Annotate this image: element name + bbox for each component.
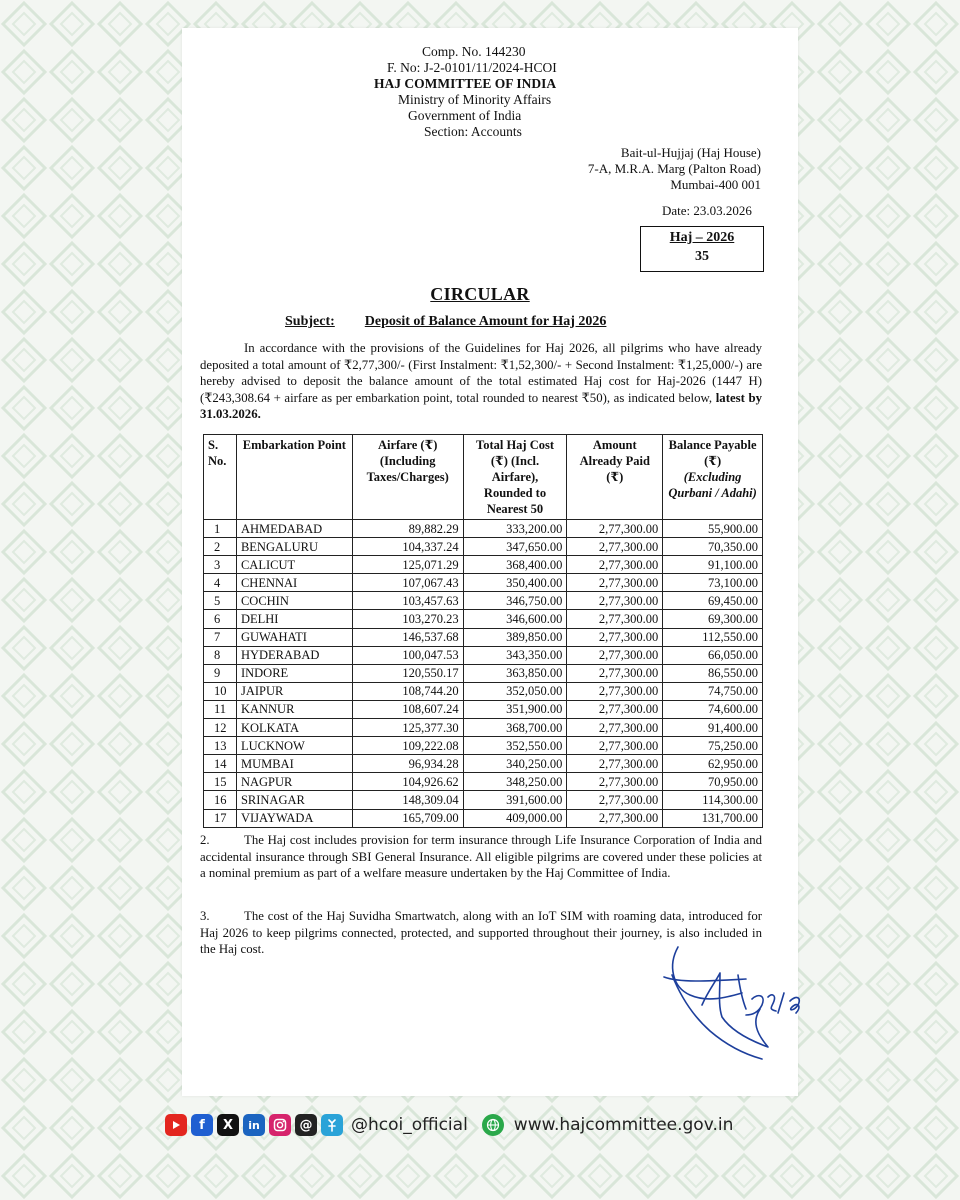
table-row	[204, 719, 763, 737]
cell-sno: 1	[204, 520, 237, 538]
cell-paid: 2,77,300.00	[567, 737, 663, 755]
cell-airfare: 104,926.62	[352, 773, 463, 791]
cell-total: 343,350.00	[463, 646, 567, 664]
cell-total: 346,750.00	[463, 592, 567, 610]
table-row	[204, 700, 763, 718]
cell-total: 368,700.00	[463, 719, 567, 737]
cell-point: MUMBAI	[236, 755, 352, 773]
cell-paid: 2,77,300.00	[567, 538, 663, 556]
cell-airfare: 89,882.29	[352, 520, 463, 538]
address-line: 7-A, M.R.A. Marg (Palton Road)	[587, 161, 761, 176]
table-row	[204, 791, 763, 809]
cell-paid: 2,77,300.00	[567, 520, 663, 538]
cell-balance: 70,950.00	[663, 773, 763, 791]
ministry-name: Ministry of Minority Affairs	[398, 92, 552, 107]
cell-sno: 15	[204, 773, 237, 791]
koo-icon[interactable]	[321, 1114, 343, 1136]
cell-sno: 5	[204, 592, 237, 610]
table-header-row	[204, 435, 763, 520]
cell-sno: 6	[204, 610, 237, 628]
cell-airfare: 107,067.43	[352, 574, 463, 592]
cell-balance: 91,100.00	[663, 556, 763, 574]
paragraph-1-text: In accordance with the provisions of the Guidelines for Haj 2026, all pilgrims who have already deposited a total amount of ₹2,77,300/- (First Instalment: ₹1,52,300/- + Second Instalment: ₹1,25,000/-) are hereby advised to deposit the balance amount of the total estimated Haj cost for Haj-2026 (1447 H) (₹243,308.64 + airfare as per embarkation point, total rounded to nearest ₹50), as indicated below,	[200, 341, 762, 405]
cell-total: 350,400.00	[463, 574, 567, 592]
cell-sno: 14	[204, 755, 237, 773]
cell-balance: 114,300.00	[663, 791, 763, 809]
section-name: Section: Accounts	[424, 124, 522, 139]
cell-airfare: 109,222.08	[352, 737, 463, 755]
cell-balance: 70,350.00	[663, 538, 763, 556]
cell-paid: 2,77,300.00	[567, 664, 663, 682]
cell-balance: 75,250.00	[663, 737, 763, 755]
table-row	[204, 773, 763, 791]
cell-point: COCHIN	[236, 592, 352, 610]
cell-sno: 9	[204, 664, 237, 682]
threads-icon[interactable]: @	[295, 1114, 317, 1136]
cell-balance: 112,550.00	[663, 628, 763, 646]
cell-balance: 74,750.00	[663, 682, 763, 700]
letterhead	[360, 44, 557, 140]
table-row	[204, 737, 763, 755]
cell-sno: 13	[204, 737, 237, 755]
circular-box-number: 35	[695, 249, 709, 264]
cell-airfare: 148,309.04	[352, 791, 463, 809]
cell-airfare: 165,709.00	[352, 809, 463, 827]
table-row	[204, 592, 763, 610]
cell-airfare: 100,047.53	[352, 646, 463, 664]
cell-paid: 2,77,300.00	[567, 755, 663, 773]
instagram-icon[interactable]	[269, 1114, 291, 1136]
cell-paid: 2,77,300.00	[567, 592, 663, 610]
cell-sno: 12	[204, 719, 237, 737]
cell-total: 368,400.00	[463, 556, 567, 574]
cell-total: 346,600.00	[463, 610, 567, 628]
subject-text: Deposit of Balance Amount for Haj 2026	[364, 314, 607, 329]
cell-paid: 2,77,300.00	[567, 773, 663, 791]
cell-point: NAGPUR	[236, 773, 352, 791]
col-header-sno: S. No.	[204, 435, 237, 520]
circular-date: Date: 23.03.2026	[662, 203, 752, 218]
cell-point: JAIPUR	[236, 682, 352, 700]
cell-point: INDORE	[236, 664, 352, 682]
cell-balance: 91,400.00	[663, 719, 763, 737]
cell-balance: 69,300.00	[663, 610, 763, 628]
cell-sno: 4	[204, 574, 237, 592]
address-line: Mumbai-400 001	[670, 177, 761, 192]
table-row	[204, 574, 763, 592]
cell-total: 347,650.00	[463, 538, 567, 556]
cell-balance: 66,050.00	[663, 646, 763, 664]
cell-point: CHENNAI	[236, 574, 352, 592]
cell-total: 352,050.00	[463, 682, 567, 700]
cell-sno: 8	[204, 646, 237, 664]
balance-header-main: Balance Payable (₹)	[668, 438, 757, 468]
facebook-icon[interactable]: f	[191, 1114, 213, 1136]
col-header-paid: Amount Already Paid (₹)	[567, 435, 663, 520]
circular-box-title: Haj – 2026	[669, 230, 735, 245]
balance-table	[203, 434, 763, 828]
cell-point: DELHI	[236, 610, 352, 628]
cell-balance: 69,450.00	[663, 592, 763, 610]
circular-number-box	[640, 226, 764, 272]
website-link[interactable]: www.hajcommittee.gov.in	[513, 1115, 734, 1135]
address-block	[588, 145, 761, 193]
table-row	[204, 628, 763, 646]
paragraph-2-number: 2.	[200, 833, 210, 847]
cell-airfare: 103,270.23	[352, 610, 463, 628]
paragraph-2-text: The Haj cost includes provision for term insurance through Life Insurance Corporation of India and accidental insurance through SBI General Insurance. All eligible pilgrims are covered under these policies at a nominal premium as part of a welfare measure undertaken by the Haj Committee of India.	[200, 833, 762, 880]
paragraph-1	[200, 340, 762, 423]
cell-airfare: 125,377.30	[352, 719, 463, 737]
org-name: HAJ COMMITTEE OF INDIA	[374, 76, 557, 91]
cell-paid: 2,77,300.00	[567, 719, 663, 737]
subject-label: Subject:	[285, 314, 335, 329]
cell-paid: 2,77,300.00	[567, 809, 663, 827]
comp-number: Comp. No. 144230	[422, 44, 526, 59]
cell-paid: 2,77,300.00	[567, 791, 663, 809]
deadline-text: latest by 31.03.2026.	[200, 390, 762, 421]
cell-airfare: 108,607.24	[352, 700, 463, 718]
cell-point: KOLKATA	[236, 719, 352, 737]
cell-paid: 2,77,300.00	[567, 700, 663, 718]
cell-sno: 16	[204, 791, 237, 809]
cell-point: BENGALURU	[236, 538, 352, 556]
cell-airfare: 96,934.28	[352, 755, 463, 773]
table-body	[204, 520, 763, 828]
table-row	[204, 556, 763, 574]
cell-point: KANNUR	[236, 700, 352, 718]
table-row	[204, 664, 763, 682]
file-number: F. No: J-2-0101/11/2024-HCOI	[387, 60, 557, 75]
table-row	[204, 755, 763, 773]
cell-point: GUWAHATI	[236, 628, 352, 646]
cell-sno: 7	[204, 628, 237, 646]
social-handle[interactable]: @hcoi_official	[351, 1115, 468, 1135]
cell-balance: 73,100.00	[663, 574, 763, 592]
table-row	[204, 809, 763, 827]
cell-airfare: 104,337.24	[352, 538, 463, 556]
table-row	[204, 520, 763, 538]
table-row	[204, 682, 763, 700]
cell-point: AHMEDABAD	[236, 520, 352, 538]
cell-point: LUCKNOW	[236, 737, 352, 755]
cell-point: SRINAGAR	[236, 791, 352, 809]
x-icon[interactable]: X	[217, 1114, 239, 1136]
circular-title: CIRCULAR	[430, 284, 530, 304]
cell-point: VIJAYWADA	[236, 809, 352, 827]
cell-balance: 131,700.00	[663, 809, 763, 827]
cell-airfare: 125,071.29	[352, 556, 463, 574]
cell-sno: 3	[204, 556, 237, 574]
cell-paid: 2,77,300.00	[567, 646, 663, 664]
balance-header-note: (Excluding Qurbani / Adahi)	[668, 470, 757, 500]
cell-total: 409,000.00	[463, 809, 567, 827]
cell-point: HYDERABAD	[236, 646, 352, 664]
cell-sno: 17	[204, 809, 237, 827]
paragraph-3-number: 3.	[200, 909, 210, 923]
paragraph-3-text: The cost of the Haj Suvidha Smartwatch, along with an IoT SIM with roaming data, introduced for Haj 2026 to keep pilgrims connected, protected, and supported throughout their journey, is also included in the Haj cost.	[200, 909, 762, 956]
col-header-balance	[663, 435, 763, 520]
youtube-icon[interactable]	[165, 1114, 187, 1136]
cell-total: 352,550.00	[463, 737, 567, 755]
table-row	[204, 646, 763, 664]
cell-total: 348,250.00	[463, 773, 567, 791]
footer-bar	[165, 1110, 733, 1140]
col-header-point: Embarkation Point	[236, 435, 352, 520]
cell-paid: 2,77,300.00	[567, 574, 663, 592]
paragraph-2	[200, 832, 762, 882]
cell-airfare: 120,550.17	[352, 664, 463, 682]
cell-airfare: 146,537.68	[352, 628, 463, 646]
cell-total: 333,200.00	[463, 520, 567, 538]
col-header-airfare: Airfare (₹) (Including Taxes/Charges)	[352, 435, 463, 520]
col-header-total: Total Haj Cost (₹) (Incl. Airfare), Rounded to Nearest 50	[463, 435, 567, 520]
cell-total: 363,850.00	[463, 664, 567, 682]
cell-sno: 10	[204, 682, 237, 700]
linkedin-icon[interactable]: in	[243, 1114, 265, 1136]
cell-airfare: 108,744.20	[352, 682, 463, 700]
table-row	[204, 610, 763, 628]
government-name: Government of India	[408, 108, 522, 123]
subject-line	[285, 314, 606, 330]
table-row	[204, 538, 763, 556]
cell-sno: 2	[204, 538, 237, 556]
address-line: Bait-ul-Hujjaj (Haj House)	[620, 145, 761, 160]
cell-balance: 86,550.00	[663, 664, 763, 682]
cell-total: 389,850.00	[463, 628, 567, 646]
cell-point: CALICUT	[236, 556, 352, 574]
globe-icon	[482, 1114, 504, 1136]
cell-airfare: 103,457.63	[352, 592, 463, 610]
cell-total: 340,250.00	[463, 755, 567, 773]
cell-paid: 2,77,300.00	[567, 628, 663, 646]
cell-total: 391,600.00	[463, 791, 567, 809]
cell-paid: 2,77,300.00	[567, 610, 663, 628]
cell-sno: 11	[204, 700, 237, 718]
cell-balance: 62,950.00	[663, 755, 763, 773]
cell-paid: 2,77,300.00	[567, 556, 663, 574]
signature	[650, 935, 810, 1065]
cell-balance: 55,900.00	[663, 520, 763, 538]
cell-total: 351,900.00	[463, 700, 567, 718]
cell-paid: 2,77,300.00	[567, 682, 663, 700]
cell-balance: 74,600.00	[663, 700, 763, 718]
